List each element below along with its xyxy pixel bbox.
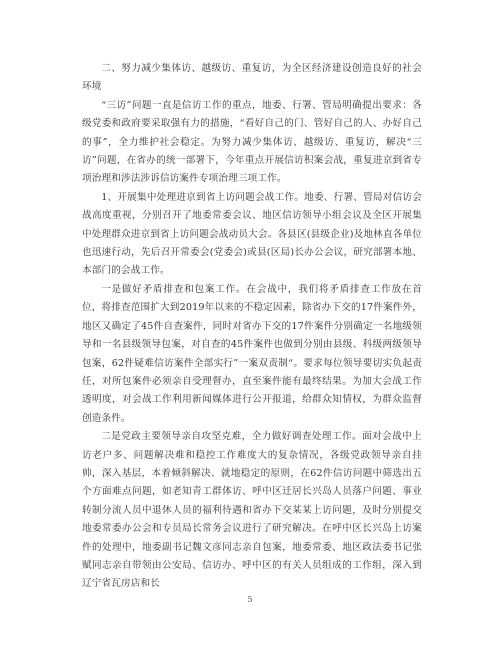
paragraph-three-visits: “三访”问题一直是信访工作的重点，地委、行署、管局明确提出要求：各级党委和政府要采取强有力的措施，“看好自己的门、管好自己的人、办好自己的事”，全力维护社会稳定。为努力减少集体访、越级访、重复访，解决“三访”问题，在省办的统一部署下，今年重点开展信访积案会战，重复进京到省专项治理和涉法涉诉信访案件专项治理三项工作。 — [82, 99, 422, 185]
paragraph-investigation: 一是做好矛盾排查和包案工作。在会战中，我们将矛盾排查工作放在首位，将排查范围扩大到2019年以来的不稳定因素，除省办下交的17件案件外，地区又确定了45件自查案件，同时对省办下交的17件案件分别确定一名地级领导和一名县级领导包案，对自查的45件案件也做到分别由县级、科级两级领导包案，62件疑难信访案件全部实行”一案双责制“。要求每位领导要切实负起责任，对所包案件必须亲自受理督办，直至案件能有最终结果。为加大会战工作透明度，对会战工作利用新闻媒体进行公开报道，给群众知情权，为群众监督创造条件。 — [82, 283, 422, 424]
page-number: 5 — [247, 595, 253, 604]
document-body — [82, 60, 422, 594]
paragraph-campaign: 1、开展集中处理进京到省上访问题会战工作。地委、行署、管局对信访会战高度重视，分别召开了地委常委会议、地区信访领导小组会议及全区开展集中处理群众进京到省上访问题会战动员大会。各县区(县级企业)及地林直各单位也迅速行动，先后召开常委会(党委会)或县(区局)长办公会议，研究部署本地、本部门的会战工作。 — [82, 191, 422, 277]
section-heading: 二、努力减少集体访、越级访、重复访，为全区经济建设创造良好的社会环境 — [82, 63, 422, 93]
paragraph-leadership: 二是党政主要领导亲自攻坚克难，全力做好调查处理工作。面对会战中上访老户多、问题解决难和稳控工作难度大的复杂情况，各级党政领导亲自挂帅，深入基层，本着倾斜解决、就地稳定的原则，在62件信访问题中筛选出五个方面难点问题，如老知青工群体访、呼中区迁居长兴岛人员落户问题、事业转制分流人员中退休人员的福利待遇和省办下交某某上访问题，及时分别提交地委常委办公会和专员局长常务会议进行了研究解决。在呼中区长兴岛上访案件的处理中，地委副书记魏文彦同志亲自包案，地委常委、地区政法委书记张赋同志亲自带领由公安局、信访办、呼中区的有关人员组成的工作组，深入到辽宁省瓦房店和长 — [82, 431, 422, 590]
